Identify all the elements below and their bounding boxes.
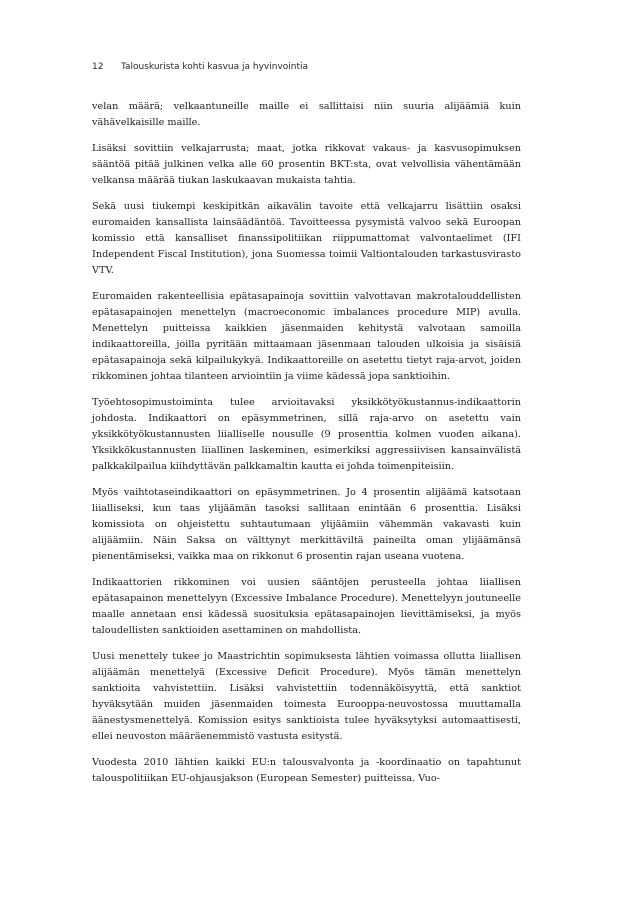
paragraph: Sekä uusi tiukempi keskipitkän aikavälin tavoite että velkajarru lisättiin osaksi euromaiden kansallista lainsäädäntöä. Tavoitteessa pysymistä valvoo sekä Euroopan komissio että kansalliset finanssipolitiikan riippumattomat valvontaelimet (IFI Independent Fiscal Institution), jona Suomessa toimii Valtiontalouden tarkastusvirasto VTV. <box>92 201 521 276</box>
paragraph: Indikaattorien rikkominen voi uusien sääntöjen perusteella johtaa liiallisen epätasapainon menettelyyn (Excessive Imbalance Procedure). Menettelyyn joutuneelle maalle annetaan ensi kädessä suosituksia epätasapainojen lievittämiseksi, ja myös taloudellisten sanktioiden asettaminen on mahdollista. <box>92 577 521 636</box>
paragraph: Myös vaihtotaseindikaattori on epäsymmetrinen. Jo 4 prosentin alijäämä katsotaan liialliseksi, kun taas ylijäämän tasoksi sallitaan enintään 6 prosenttia. Lisäksi komissiota on ohjeistettu suhtautumaan ylijäämiin vähemmän vakavasti kuin alijäämiin. Näin Saksa on välttynyt merkittäviltä paineilta oman ylijäämänsä pienentämiseksi, vaikka maa on rikkonut 6 prosentin rajan useana vuotena. <box>92 487 521 562</box>
paragraph: Uusi menettely tukee jo Maastrichtin sopimuksesta lähtien voimassa ollutta liiallisen alijäämän menettelyä (Excessive Deficit Procedure). Myös tämän menettelyn sanktioita vahvistettiin. Lisäksi vahvistettiin todennäköisyyttä, että sanktiot hyväksytään muiden jäsenmaiden toimesta Eurooppa-neuvostossa muuttamalla äänestysmenettelyä. Komission esitys sanktioista tulee hyväksytyksi automaattisesti, ellei neuvoston määräenemmistö vastusta esitystä. <box>92 651 521 742</box>
paragraph: Lisäksi sovittiin velkajarrusta; maat, jotka rikkovat vakaus- ja kasvusopimuksen sääntöä pitää julkinen velka alle 60 prosentin BKT:sta, ovat velvollisia vähentämään velkansa määrää tiukan laskukaavan mukaista tahtia. <box>92 143 521 186</box>
body-text <box>92 99 521 787</box>
running-title: Talouskurista kohti kasvua ja hyvinvointia <box>121 62 309 72</box>
page-number: 12 <box>92 62 104 72</box>
paragraph: Euromaiden rakenteellisia epätasapainoja sovittiin valvottavan makrotalouddellisten epätasapainojen menettelyn (macroeconomic imbalances procedure MIP) avulla. Menettelyn puitteissa kaikkien jäsenmaiden kehitystä valvotaan samoilla indikaattoreilla, joilla pyritään mittaamaan jäsenmaan talouden ulkoisia ja sisäisiä epätasapainoja sekä kilpailukykyä. Indikaattoreille on asetettu tietyt raja-arvot, joiden rikkominen johtaa tilanteen arviointiin ja viime kädessä jopa sanktioihin. <box>92 291 521 382</box>
paragraph: Vuodesta 2010 lähtien kaikki EU:n talousvalvonta ja -koordinaatio on tapahtunut talouspolitiikan EU-ohjausjakson (European Semester) puitteissa. Vuo- <box>92 757 521 784</box>
paragraph: velan määrä; velkaantuneille maille ei sallittaisi niin suuria alijäämiä kuin vähävelkaisille maille. <box>92 101 521 128</box>
paragraph: Työehtosopimustoiminta tulee arvioitavaksi yksikkötyökustannus-indikaattorin johdosta. Indikaattori on epäsymmetrinen, sillä raja-arvo on asetettu vain yksikkötyökustannusten liialliselle nousulle (9 prosenttia kolmen vuoden aikana). Yksikkökustannusten liiallinen laskeminen, esimerkiksi aggressiivisen kansainvälistä palkkakilpailua kiihdyttävän palkkamaltin kautta ei johda toimenpiteisiin. <box>92 397 521 472</box>
